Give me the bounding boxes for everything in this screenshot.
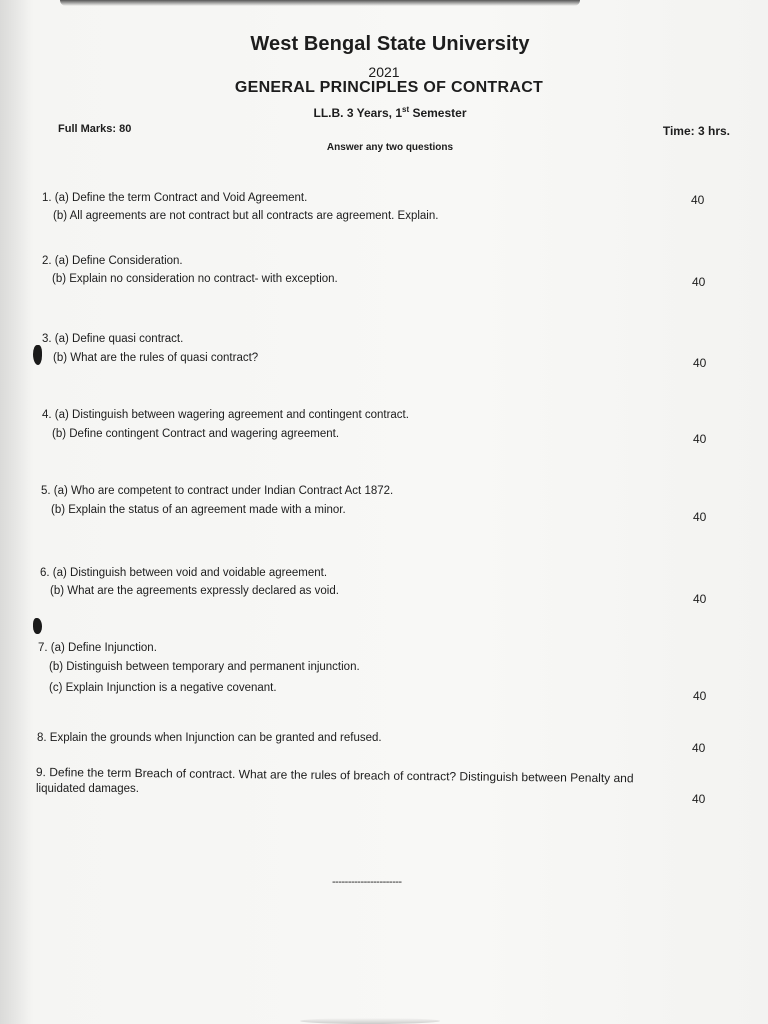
question-9-line-a: 9. Define the term Breach of contract. What are the rules of breach of contract? Distinguish between Penalty and	[35, 765, 634, 786]
question-7-line-a: 7. (a) Define Injunction.	[38, 642, 157, 654]
question-2-line-b: (b) Explain no consideration no contract- with exception.	[52, 273, 338, 285]
course-suffix: Semester	[409, 106, 467, 120]
course-superscript: st	[402, 105, 410, 114]
question-2-marks: 40	[692, 275, 706, 289]
course-prefix: LL.B. 3 Years, 1	[313, 106, 402, 120]
full-marks: Full Marks: 80	[58, 123, 132, 135]
question-4-line-b: (b) Define contingent Contract and wagering agreement.	[52, 428, 340, 440]
question-7-line-c: (c) Explain Injunction is a negative covenant.	[49, 682, 277, 694]
question-9-line-b: liquidated damages.	[36, 783, 139, 795]
question-5-marks: 40	[693, 510, 707, 524]
question-1-line-a: 1. (a) Define the term Contract and Void Agreement.	[42, 192, 308, 204]
question-7-marks: 40	[693, 689, 707, 703]
scan-bottom-shadow	[300, 1018, 440, 1024]
question-6-line-a: 6. (a) Distinguish between void and voidable agreement.	[40, 567, 328, 579]
course-info	[0, 105, 768, 120]
scan-edge-shadow	[0, 0, 34, 1024]
question-9-marks: 40	[692, 792, 706, 806]
question-3-marks: 40	[693, 356, 707, 370]
question-2-line-a: 2. (a) Define Consideration.	[42, 255, 183, 267]
scan-top-shadow	[60, 0, 580, 6]
subject-title: GENERAL PRINCIPLES OF CONTRACT	[234, 79, 544, 96]
university-title: West Bengal State University	[250, 33, 530, 55]
question-5-line-b: (b) Explain the status of an agreement made with a minor.	[51, 504, 346, 516]
end-of-paper-rule: ----------------------	[332, 876, 402, 888]
ink-smudge	[33, 618, 42, 634]
exam-year: 2021	[368, 64, 400, 80]
question-1-line-b: (b) All agreements are not contract but all contracts are agreement. Explain.	[53, 210, 439, 222]
exam-time: Time: 3 hrs.	[662, 124, 730, 138]
question-6-marks: 40	[693, 592, 707, 606]
question-1-marks: 40	[691, 193, 705, 207]
question-3-line-b: (b) What are the rules of quasi contract?	[53, 352, 259, 364]
question-7-line-b: (b) Distinguish between temporary and permanent injunction.	[49, 661, 360, 673]
question-4-marks: 40	[693, 432, 707, 446]
question-8-marks: 40	[692, 741, 706, 755]
instruction: Answer any two questions	[326, 142, 454, 153]
question-8-line: 8. Explain the grounds when Injunction can be granted and refused.	[37, 732, 382, 744]
question-5-line-a: 5. (a) Who are competent to contract under Indian Contract Act 1872.	[41, 485, 394, 497]
question-3-line-a: 3. (a) Define quasi contract.	[42, 333, 184, 345]
ink-smudge	[33, 345, 42, 365]
question-6-line-b: (b) What are the agreements expressly declared as void.	[50, 585, 339, 597]
question-4-line-a: 4. (a) Distinguish between wagering agreement and contingent contract.	[42, 409, 409, 421]
